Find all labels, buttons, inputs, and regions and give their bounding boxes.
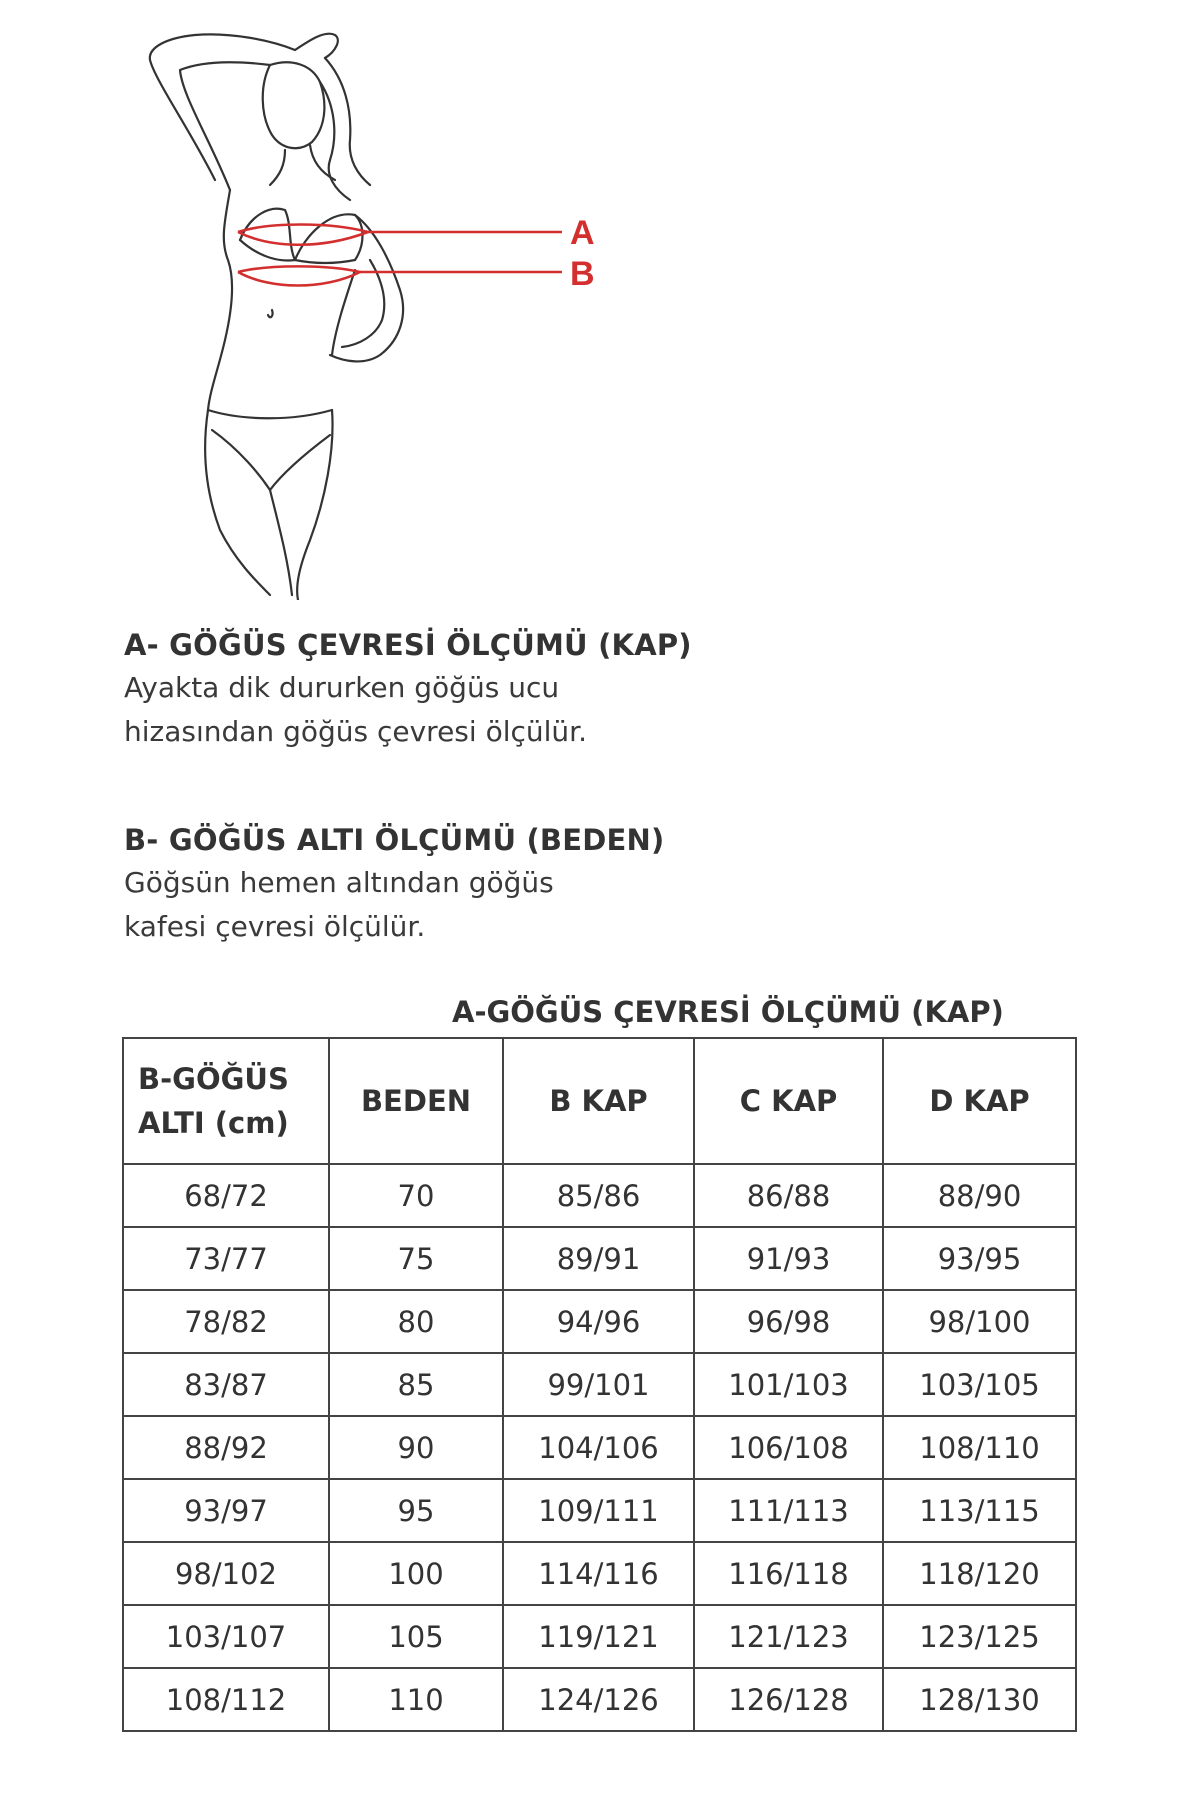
cell-b-cup: 109/111 <box>503 1479 694 1542</box>
cell-underbust: 83/87 <box>123 1353 329 1416</box>
header-underbust-line-1: B-GÖĞÜS <box>138 1062 289 1096</box>
cell-c-cup: 111/113 <box>694 1479 883 1542</box>
cell-c-cup: 116/118 <box>694 1542 883 1605</box>
section-b-line-2: kafesi çevresi ölçülür. <box>124 910 426 943</box>
header-d-cup: D KAP <box>883 1038 1076 1164</box>
cell-size: 100 <box>329 1542 503 1605</box>
cell-underbust: 73/77 <box>123 1227 329 1290</box>
cell-c-cup: 101/103 <box>694 1353 883 1416</box>
cell-c-cup: 106/108 <box>694 1416 883 1479</box>
cell-b-cup: 94/96 <box>503 1290 694 1353</box>
cell-underbust: 93/97 <box>123 1479 329 1542</box>
cell-b-cup: 114/116 <box>503 1542 694 1605</box>
table-row <box>123 1353 1076 1416</box>
cell-size: 80 <box>329 1290 503 1353</box>
section-b-description <box>124 861 764 949</box>
torso-left-outline <box>208 190 232 410</box>
measure-band-b <box>238 266 360 285</box>
cell-underbust: 103/107 <box>123 1605 329 1668</box>
cell-underbust: 88/92 <box>123 1416 329 1479</box>
cell-b-cup: 89/91 <box>503 1227 694 1290</box>
table-row <box>123 1479 1076 1542</box>
cell-size: 95 <box>329 1479 503 1542</box>
raised-arm-outline <box>150 34 295 180</box>
cell-d-cup: 103/105 <box>883 1353 1076 1416</box>
cell-size: 110 <box>329 1668 503 1731</box>
cell-c-cup: 126/128 <box>694 1668 883 1731</box>
section-b-line-1: Göğsün hemen altından göğüs <box>124 866 554 899</box>
section-a-line-1: Ayakta dik dururken göğüs ucu <box>124 671 560 704</box>
cell-b-cup: 119/121 <box>503 1605 694 1668</box>
section-b-title: B- GÖĞÜS ALTI ÖLÇÜMÜ (BEDEN) <box>124 823 665 857</box>
table-row <box>123 1668 1076 1731</box>
cell-c-cup: 91/93 <box>694 1227 883 1290</box>
section-b <box>124 823 764 949</box>
cell-d-cup: 123/125 <box>883 1605 1076 1668</box>
cell-d-cup: 98/100 <box>883 1290 1076 1353</box>
header-underbust-line-2: ALTI (cm) <box>138 1106 289 1140</box>
cell-c-cup: 96/98 <box>694 1290 883 1353</box>
body-measurement-illustration <box>120 10 640 600</box>
header-c-cup: C KAP <box>694 1038 883 1164</box>
cell-d-cup: 93/95 <box>883 1227 1076 1290</box>
section-a-title: A- GÖĞÜS ÇEVRESİ ÖLÇÜMÜ (KAP) <box>124 628 692 662</box>
header-size: BEDEN <box>329 1038 503 1164</box>
cell-d-cup: 108/110 <box>883 1416 1076 1479</box>
table-row <box>123 1290 1076 1353</box>
label-a: A <box>570 214 595 252</box>
cell-size: 75 <box>329 1227 503 1290</box>
section-a <box>124 628 764 754</box>
table-header-row <box>123 1038 1076 1164</box>
cell-underbust: 68/72 <box>123 1164 329 1227</box>
table-row <box>123 1542 1076 1605</box>
bra-outline <box>240 209 295 260</box>
cell-b-cup: 85/86 <box>503 1164 694 1227</box>
cell-c-cup: 121/123 <box>694 1605 883 1668</box>
table-row <box>123 1164 1076 1227</box>
cell-size: 70 <box>329 1164 503 1227</box>
cell-d-cup: 88/90 <box>883 1164 1076 1227</box>
legs-outline <box>205 410 270 595</box>
table-caption: A-GÖĞÜS ÇEVRESİ ÖLÇÜMÜ (KAP) <box>452 995 1004 1029</box>
bikini-bottom-outline <box>208 410 332 418</box>
header-b-cup: B KAP <box>503 1038 694 1164</box>
cell-d-cup: 118/120 <box>883 1542 1076 1605</box>
cell-underbust: 108/112 <box>123 1668 329 1731</box>
section-a-line-2: hizasından göğüs çevresi ölçülür. <box>124 715 587 748</box>
cell-c-cup: 86/88 <box>694 1164 883 1227</box>
table-body <box>123 1164 1076 1731</box>
label-b: B <box>570 255 595 293</box>
size-chart-table <box>122 1037 1077 1732</box>
cell-underbust: 98/102 <box>123 1542 329 1605</box>
table-row <box>123 1605 1076 1668</box>
cell-size: 105 <box>329 1605 503 1668</box>
cell-size: 85 <box>329 1353 503 1416</box>
header-underbust <box>123 1038 329 1164</box>
cell-b-cup: 104/106 <box>503 1416 694 1479</box>
section-a-description <box>124 666 764 754</box>
measure-band-a <box>238 225 368 245</box>
cell-b-cup: 99/101 <box>503 1353 694 1416</box>
cell-b-cup: 124/126 <box>503 1668 694 1731</box>
cell-underbust: 78/82 <box>123 1290 329 1353</box>
cell-size: 90 <box>329 1416 503 1479</box>
cell-d-cup: 113/115 <box>883 1479 1076 1542</box>
table-row <box>123 1416 1076 1479</box>
cell-d-cup: 128/130 <box>883 1668 1076 1731</box>
table-row <box>123 1227 1076 1290</box>
head-outline <box>263 62 325 148</box>
